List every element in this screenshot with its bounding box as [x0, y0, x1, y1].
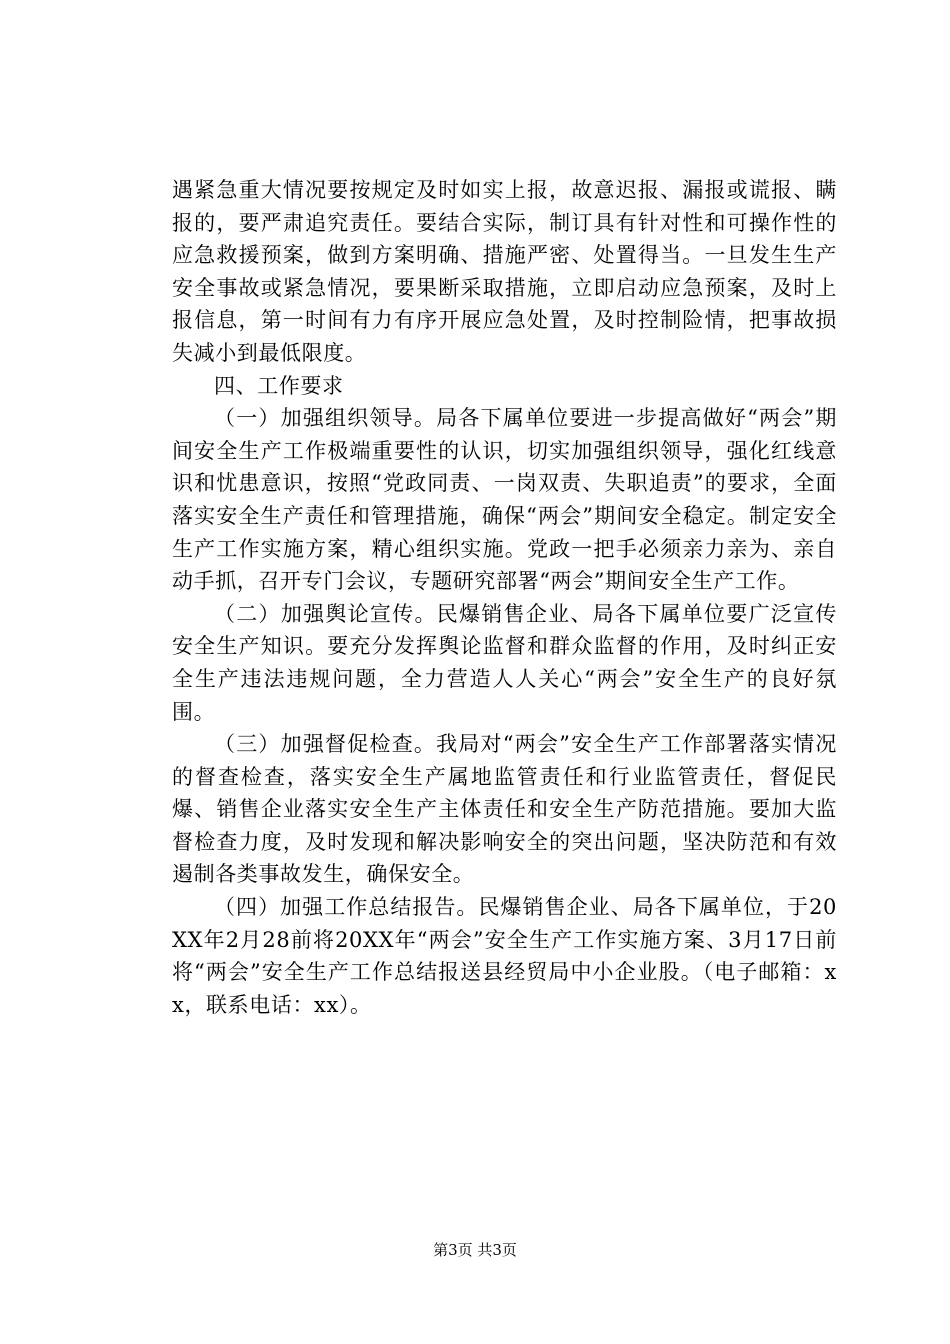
document-body	[172, 174, 837, 1021]
paragraph-item-1: （一）加强组织领导。局各下属单位要进一步提高做好“两会”期间安全生产工作极端重要性的认识，切实加强组织领导，强化红线意识和忧患意识，按照“党政同责、一岗双责、失职追责”的要求，全面落实安全生产责任和管理措施，确保“两会”期间安全稳定。制定安全生产工作实施方案，精心组织实施。党政一把手必须亲力亲为、亲自动手抓，召开专门会议，专题研究部署“两会”期间安全生产工作。	[172, 406, 837, 594]
page-footer: 第3页 共3页	[433, 1241, 517, 1259]
paragraph-item-2: （二）加强舆论宣传。民爆销售企业、局各下属单位要广泛宣传安全生产知识。要充分发挥舆论监督和群众监督的作用，及时纠正安全生产违法违规问题，全力营造人人关心“两会”安全生产的良好氛围。	[172, 601, 837, 724]
paragraph-item-3: （三）加强督促检查。我局对“两会”安全生产工作部署落实情况的督查检查，落实安全生产属地监管责任和行业监管责任，督促民爆、销售企业落实安全生产主体责任和安全生产防范措施。要加大监督检查力度，及时发现和解决影响安全的突出问题，坚决防范和有效遏制各类事故发生，确保安全。	[172, 732, 837, 887]
section-heading-work-requirements: 四、工作要求	[214, 373, 344, 398]
paragraph-continuation: 遇紧急重大情况要按规定及时如实上报，故意迟报、漏报或谎报、瞒报的，要严肃追究责任。要结合实际，制订具有针对性和可操作性的应急救援预案，做到方案明确、措施严密、处置得当。一旦发生生产安全事故或紧急情况，要果断采取措施，立即启动应急预案，及时上报信息，第一时间有力有序开展应急处置，及时控制险情，把事故损失减小到最低限度。	[172, 178, 837, 365]
paragraph-item-4: （四）加强工作总结报告。民爆销售企业、局各下属单位，于20XX年2月28前将20XX年“两会”安全生产工作实施方案、3月17日前将“两会”安全生产工作总结报送县经贸局中小企业股。（电子邮箱：xx，联系电话：xx）。	[172, 895, 837, 1017]
